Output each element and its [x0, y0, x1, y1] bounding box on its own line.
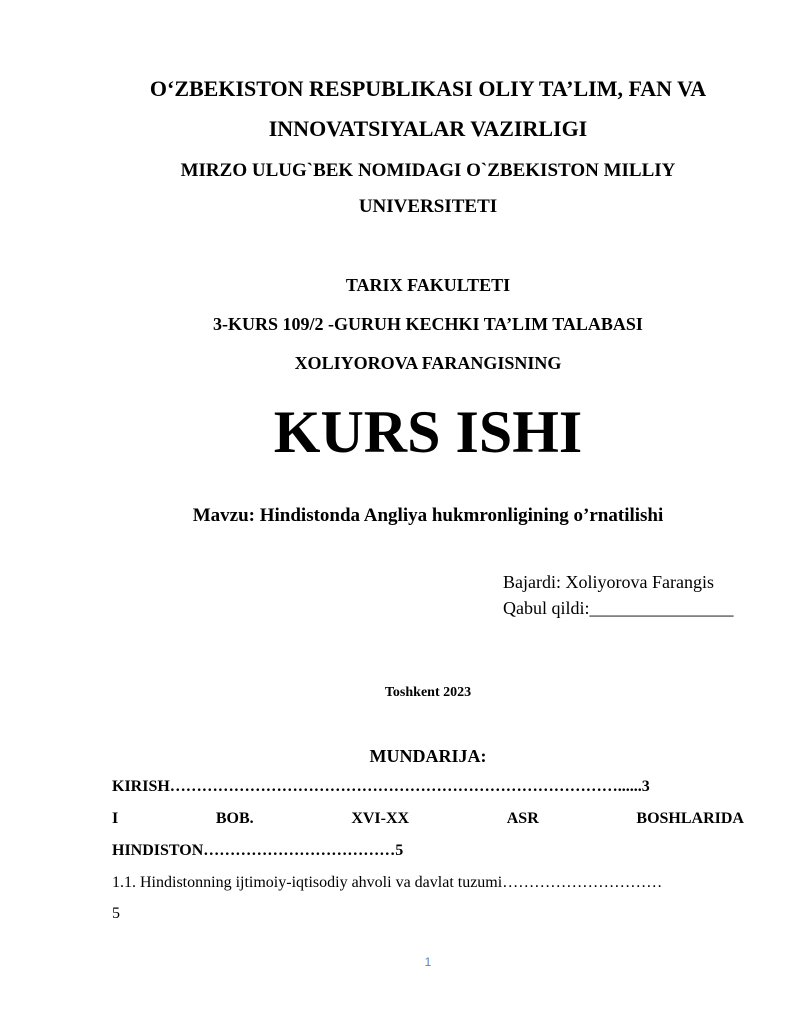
university-line-2: UNIVERSITETI — [358, 196, 498, 217]
toc-section-1-1: 1.1. Hindistonning ijtimoiy-iqtisodiy ahvoli va davlat tuzumi………………………… — [112, 874, 663, 891]
toc-intro: KIRISH…………………………………………………………………………......3 — [112, 778, 650, 795]
toc-title: MUNDARIJA: — [369, 746, 487, 766]
toc-chapter-1-word: I — [112, 810, 119, 827]
student-name: XOLIYOROVA FARANGISNING — [294, 353, 562, 373]
city-year: Toshkent 2023 — [384, 685, 472, 700]
accepted-by: Qabul qildi:________________ — [503, 598, 734, 618]
toc-chapter-1-word: ASR — [506, 810, 539, 827]
toc-chapter-1-word: XVI-XX — [351, 810, 410, 827]
toc-chapter-1-continuation: HINDISTON………………………………5 — [112, 842, 404, 859]
page-number: 1 — [424, 955, 432, 969]
toc-chapter-1-word: BOSHLARIDA — [636, 810, 744, 827]
ministry-line-1: O‘ZBEKISTON RESPUBLIKASI OLIY TA’LIM, FAN VA — [149, 76, 707, 101]
work-type-title: KURS ISHI — [273, 399, 583, 465]
toc-chapter-1-word: BOB. — [215, 810, 254, 827]
toc-chapter-1 — [112, 810, 744, 828]
university-line-1: MIRZO ULUG`BEK NOMIDAGI O`ZBEKISTON MILLIY — [180, 160, 676, 181]
toc-section-1-1-page: 5 — [112, 905, 120, 922]
faculty: TARIX FAKULTETI — [345, 275, 511, 295]
student-group: 3-KURS 109/2 -GURUH KECHKI TA’LIM TALABASI — [213, 314, 643, 334]
ministry-line-2: INNOVATSIYALAR VAZIRLIGI — [268, 116, 588, 141]
done-by: Bajardi: Xoliyorova Farangis — [503, 572, 714, 592]
topic: Mavzu: Hindistonda Angliya hukmronligining o’rnatilishi — [192, 505, 664, 526]
